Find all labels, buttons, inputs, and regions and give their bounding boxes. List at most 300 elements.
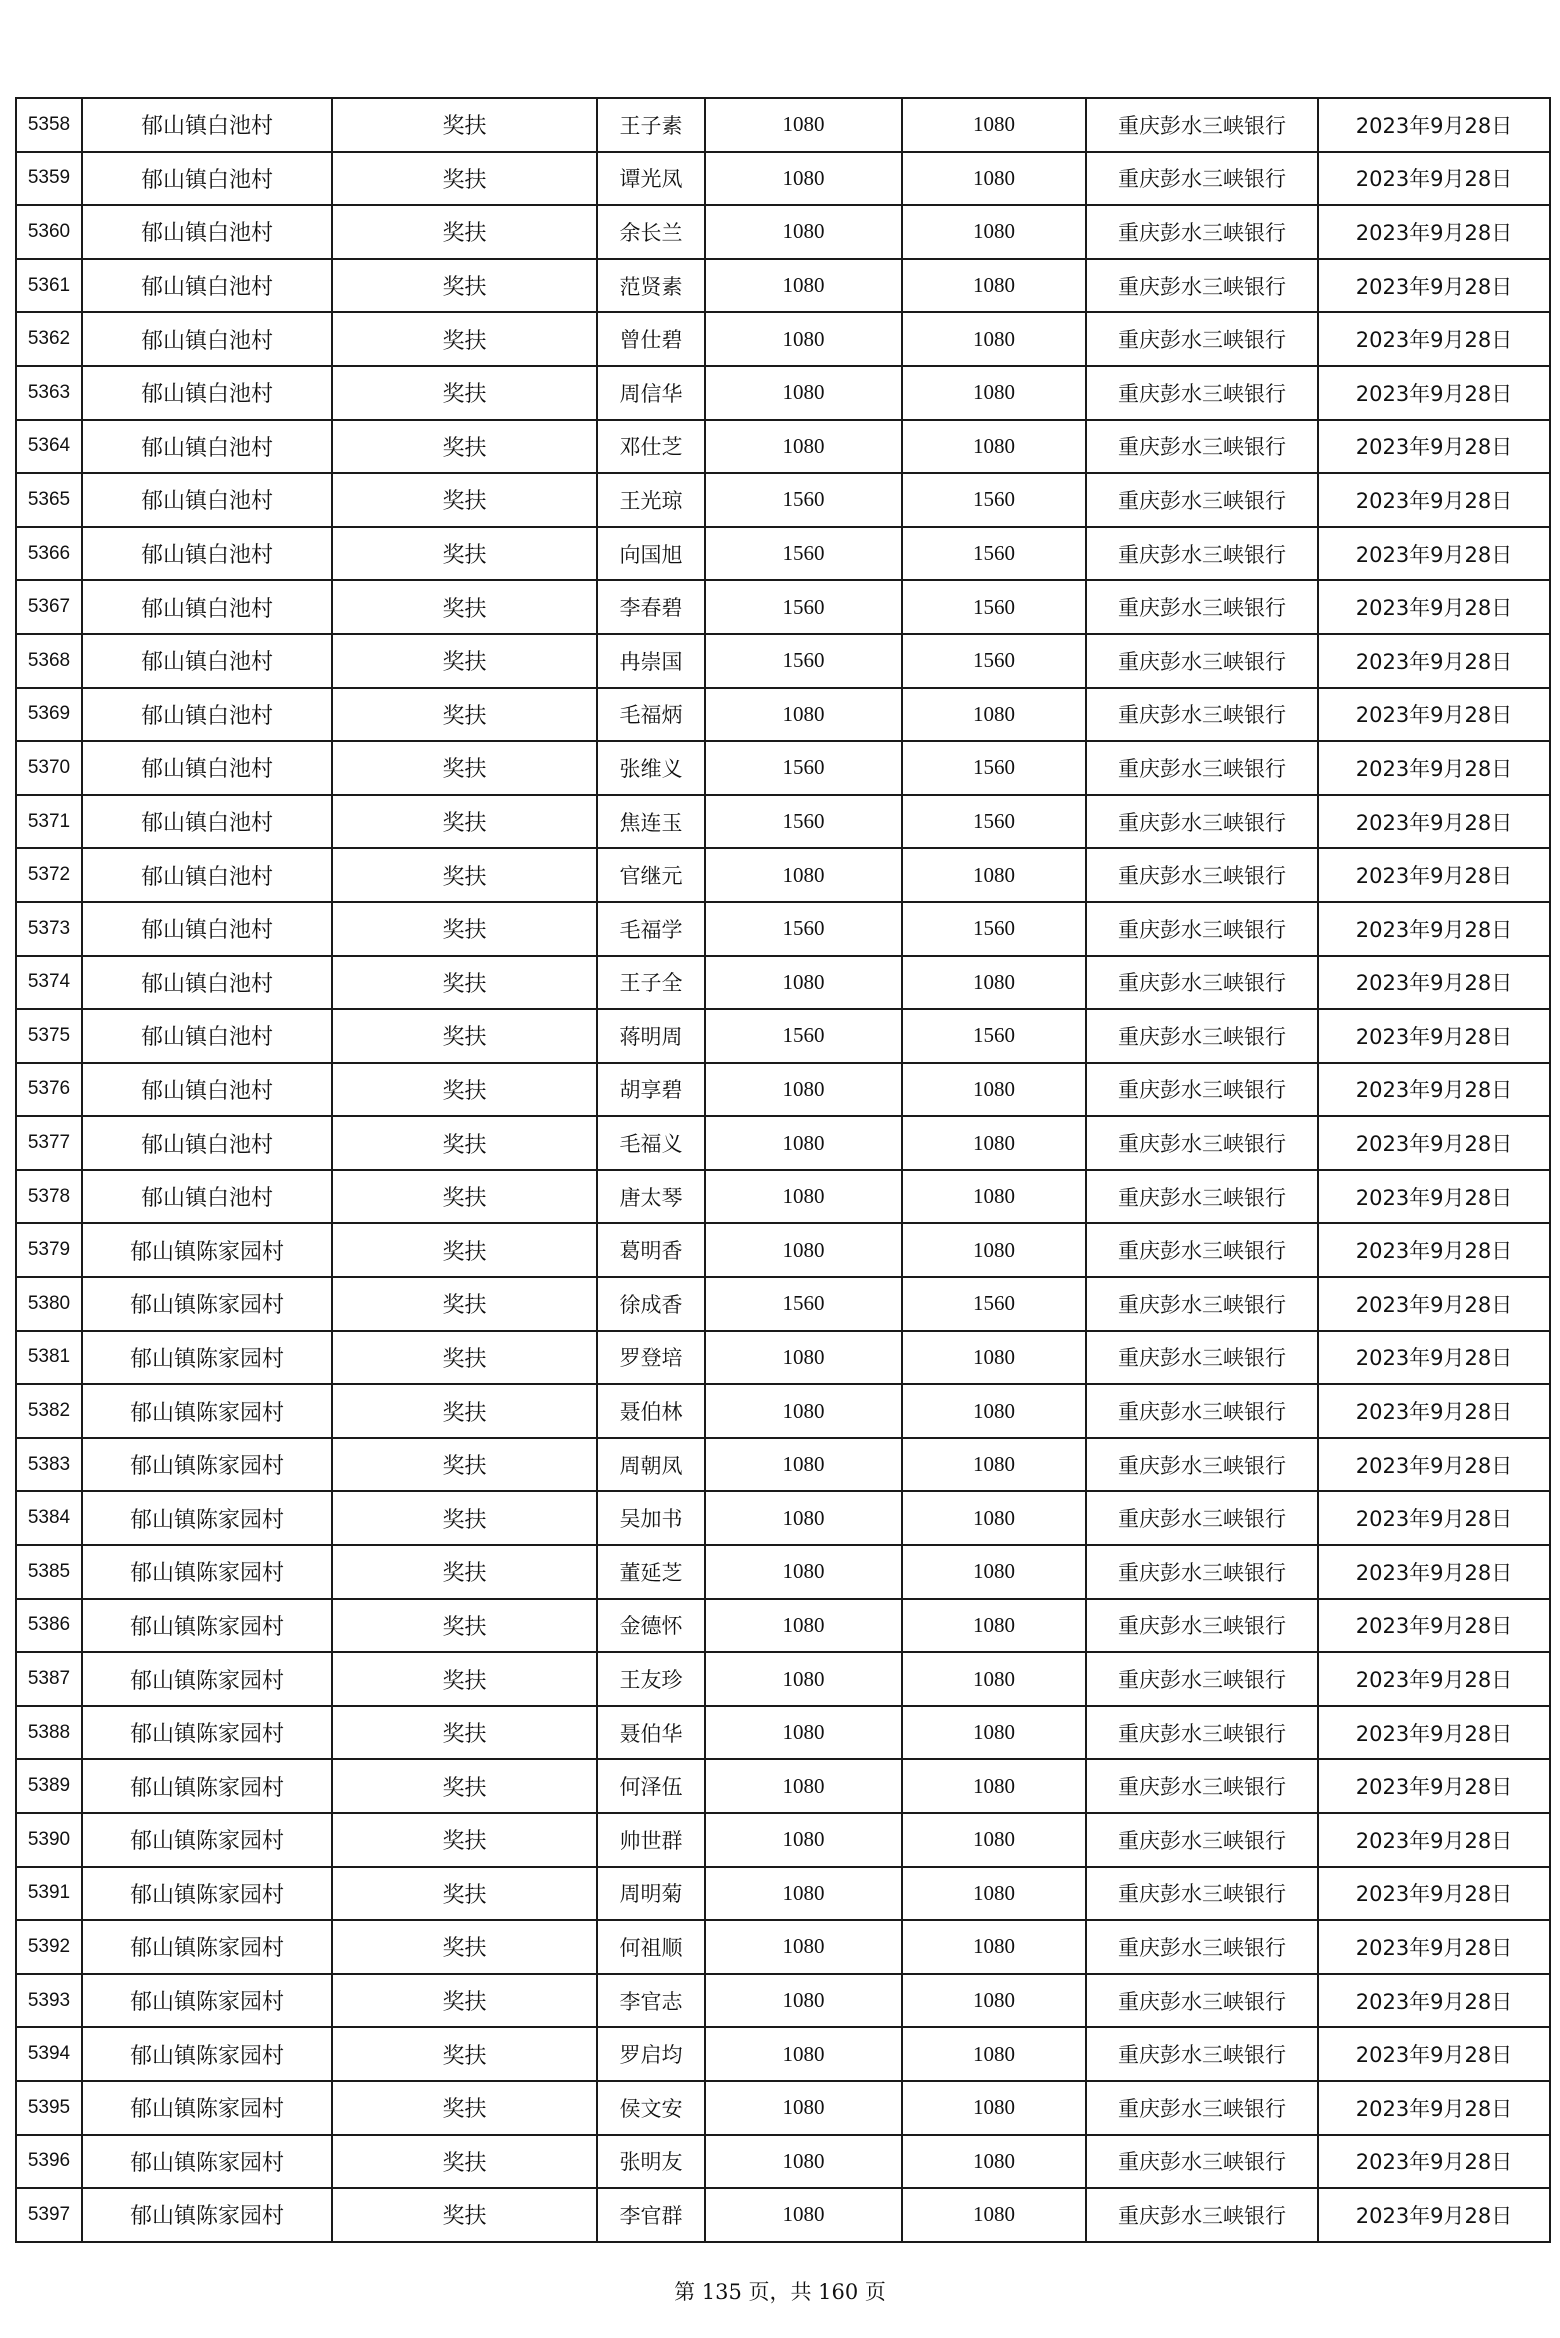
amount-cell: 1080 (705, 688, 902, 742)
bank-cell: 重庆彭水三峡银行 (1086, 2135, 1318, 2189)
subsidy-type-cell: 奖扶 (332, 1599, 597, 1653)
name-cell: 董延芝 (597, 1545, 705, 1599)
paid-amount-cell: 1080 (902, 1974, 1086, 2028)
village-cell: 郁山镇白池村 (82, 259, 332, 313)
paid-amount-cell: 1560 (902, 473, 1086, 527)
amount-cell: 1080 (705, 98, 902, 152)
date-cell: 2023年9月28日 (1318, 2135, 1550, 2189)
paid-amount-cell: 1080 (902, 1063, 1086, 1117)
date-cell: 2023年9月28日 (1318, 205, 1550, 259)
name-cell: 向国旭 (597, 527, 705, 581)
date-cell: 2023年9月28日 (1318, 902, 1550, 956)
row-number-cell: 5389 (16, 1759, 82, 1813)
name-cell: 帅世群 (597, 1813, 705, 1867)
bank-cell: 重庆彭水三峡银行 (1086, 956, 1318, 1010)
table-row (16, 1170, 1550, 1224)
paid-amount-cell: 1080 (902, 1759, 1086, 1813)
village-cell: 郁山镇白池村 (82, 1063, 332, 1117)
date-cell: 2023年9月28日 (1318, 1009, 1550, 1063)
village-cell: 郁山镇陈家园村 (82, 1384, 332, 1438)
row-number-cell: 5375 (16, 1009, 82, 1063)
row-number-cell: 5381 (16, 1331, 82, 1385)
village-cell: 郁山镇陈家园村 (82, 1331, 332, 1385)
name-cell: 张明友 (597, 2135, 705, 2189)
subsidy-type-cell: 奖扶 (332, 795, 597, 849)
subsidy-type-cell: 奖扶 (332, 848, 597, 902)
table-row (16, 1063, 1550, 1117)
date-cell: 2023年9月28日 (1318, 848, 1550, 902)
village-cell: 郁山镇陈家园村 (82, 1652, 332, 1706)
row-number-cell: 5388 (16, 1706, 82, 1760)
name-cell: 聂伯华 (597, 1706, 705, 1760)
paid-amount-cell: 1080 (902, 688, 1086, 742)
bank-cell: 重庆彭水三峡银行 (1086, 1652, 1318, 1706)
village-cell: 郁山镇白池村 (82, 956, 332, 1010)
subsidy-type-cell: 奖扶 (332, 1813, 597, 1867)
amount-cell: 1080 (705, 205, 902, 259)
date-cell: 2023年9月28日 (1318, 688, 1550, 742)
table-row (16, 527, 1550, 581)
row-number-cell: 5376 (16, 1063, 82, 1117)
paid-amount-cell: 1080 (902, 1438, 1086, 1492)
table-row (16, 1009, 1550, 1063)
subsidy-type-cell: 奖扶 (332, 1438, 597, 1492)
row-number-cell: 5360 (16, 205, 82, 259)
bank-cell: 重庆彭水三峡银行 (1086, 1063, 1318, 1117)
name-cell: 罗登培 (597, 1331, 705, 1385)
paid-amount-cell: 1560 (902, 795, 1086, 849)
name-cell: 金德怀 (597, 1599, 705, 1653)
table-row (16, 1652, 1550, 1706)
village-cell: 郁山镇陈家园村 (82, 1545, 332, 1599)
village-cell: 郁山镇陈家园村 (82, 1706, 332, 1760)
paid-amount-cell: 1080 (902, 1384, 1086, 1438)
paid-amount-cell: 1080 (902, 1491, 1086, 1545)
amount-cell: 1560 (705, 902, 902, 956)
amount-cell: 1560 (705, 1277, 902, 1331)
row-number-cell: 5365 (16, 473, 82, 527)
paid-amount-cell: 1080 (902, 1706, 1086, 1760)
row-number-cell: 5394 (16, 2027, 82, 2081)
village-cell: 郁山镇陈家园村 (82, 1759, 332, 1813)
row-number-cell: 5358 (16, 98, 82, 152)
subsidy-type-cell: 奖扶 (332, 1170, 597, 1224)
table-row (16, 2135, 1550, 2189)
bank-cell: 重庆彭水三峡银行 (1086, 366, 1318, 420)
table-row (16, 580, 1550, 634)
date-cell: 2023年9月28日 (1318, 527, 1550, 581)
name-cell: 周朝凤 (597, 1438, 705, 1492)
amount-cell: 1080 (705, 366, 902, 420)
name-cell: 徐成香 (597, 1277, 705, 1331)
paid-amount-cell: 1080 (902, 1867, 1086, 1921)
amount-cell: 1560 (705, 527, 902, 581)
row-number-cell: 5367 (16, 580, 82, 634)
table-row (16, 634, 1550, 688)
bank-cell: 重庆彭水三峡银行 (1086, 634, 1318, 688)
subsidy-type-cell: 奖扶 (332, 1384, 597, 1438)
row-number-cell: 5385 (16, 1545, 82, 1599)
table-row (16, 688, 1550, 742)
date-cell: 2023年9月28日 (1318, 1867, 1550, 1921)
subsidy-type-cell: 奖扶 (332, 1920, 597, 1974)
name-cell: 张维义 (597, 741, 705, 795)
table-row (16, 205, 1550, 259)
bank-cell: 重庆彭水三峡银行 (1086, 1813, 1318, 1867)
amount-cell: 1080 (705, 1063, 902, 1117)
date-cell: 2023年9月28日 (1318, 1920, 1550, 1974)
bank-cell: 重庆彭水三峡银行 (1086, 741, 1318, 795)
amount-cell: 1080 (705, 312, 902, 366)
name-cell: 毛福学 (597, 902, 705, 956)
date-cell: 2023年9月28日 (1318, 98, 1550, 152)
date-cell: 2023年9月28日 (1318, 1116, 1550, 1170)
bank-cell: 重庆彭水三峡银行 (1086, 2188, 1318, 2242)
paid-amount-cell: 1560 (902, 580, 1086, 634)
table-row (16, 741, 1550, 795)
date-cell: 2023年9月28日 (1318, 1223, 1550, 1277)
subsidy-type-cell: 奖扶 (332, 1116, 597, 1170)
name-cell: 王子全 (597, 956, 705, 1010)
row-number-cell: 5391 (16, 1867, 82, 1921)
date-cell: 2023年9月28日 (1318, 1491, 1550, 1545)
subsidy-type-cell: 奖扶 (332, 2081, 597, 2135)
name-cell: 毛福义 (597, 1116, 705, 1170)
table-body (16, 98, 1550, 2242)
paid-amount-cell: 1080 (902, 956, 1086, 1010)
name-cell: 罗启均 (597, 2027, 705, 2081)
bank-cell: 重庆彭水三峡银行 (1086, 1867, 1318, 1921)
row-number-cell: 5366 (16, 527, 82, 581)
village-cell: 郁山镇陈家园村 (82, 1438, 332, 1492)
table-row (16, 2081, 1550, 2135)
table-row (16, 1706, 1550, 1760)
bank-cell: 重庆彭水三峡银行 (1086, 1116, 1318, 1170)
subsidy-type-cell: 奖扶 (332, 312, 597, 366)
subsidy-type-cell: 奖扶 (332, 205, 597, 259)
date-cell: 2023年9月28日 (1318, 1063, 1550, 1117)
row-number-cell: 5363 (16, 366, 82, 420)
amount-cell: 1080 (705, 1867, 902, 1921)
date-cell: 2023年9月28日 (1318, 1170, 1550, 1224)
subsidy-type-cell: 奖扶 (332, 2188, 597, 2242)
table-row (16, 1545, 1550, 1599)
village-cell: 郁山镇白池村 (82, 580, 332, 634)
village-cell: 郁山镇白池村 (82, 688, 332, 742)
village-cell: 郁山镇陈家园村 (82, 2081, 332, 2135)
subsidy-type-cell: 奖扶 (332, 1277, 597, 1331)
village-cell: 郁山镇白池村 (82, 366, 332, 420)
bank-cell: 重庆彭水三峡银行 (1086, 1223, 1318, 1277)
subsidy-type-cell: 奖扶 (332, 1491, 597, 1545)
subsidy-type-cell: 奖扶 (332, 956, 597, 1010)
row-number-cell: 5361 (16, 259, 82, 313)
amount-cell: 1560 (705, 1009, 902, 1063)
village-cell: 郁山镇白池村 (82, 98, 332, 152)
paid-amount-cell: 1080 (902, 205, 1086, 259)
subsidy-type-cell: 奖扶 (332, 1223, 597, 1277)
date-cell: 2023年9月28日 (1318, 741, 1550, 795)
amount-cell: 1560 (705, 634, 902, 688)
amount-cell: 1080 (705, 1920, 902, 1974)
village-cell: 郁山镇陈家园村 (82, 1599, 332, 1653)
table-row (16, 420, 1550, 474)
village-cell: 郁山镇陈家园村 (82, 1920, 332, 1974)
amount-cell: 1080 (705, 956, 902, 1010)
row-number-cell: 5379 (16, 1223, 82, 1277)
row-number-cell: 5378 (16, 1170, 82, 1224)
paid-amount-cell: 1080 (902, 312, 1086, 366)
table-row (16, 902, 1550, 956)
paid-amount-cell: 1080 (902, 420, 1086, 474)
name-cell: 邓仕芝 (597, 420, 705, 474)
bank-cell: 重庆彭水三峡银行 (1086, 1491, 1318, 1545)
name-cell: 王光琼 (597, 473, 705, 527)
village-cell: 郁山镇陈家园村 (82, 1867, 332, 1921)
amount-cell: 1080 (705, 2188, 902, 2242)
subsidy-type-cell: 奖扶 (332, 259, 597, 313)
bank-cell: 重庆彭水三峡银行 (1086, 1599, 1318, 1653)
amount-cell: 1080 (705, 152, 902, 206)
table-row (16, 1223, 1550, 1277)
table-row (16, 2188, 1550, 2242)
village-cell: 郁山镇陈家园村 (82, 1223, 332, 1277)
paid-amount-cell: 1080 (902, 1170, 1086, 1224)
date-cell: 2023年9月28日 (1318, 956, 1550, 1010)
date-cell: 2023年9月28日 (1318, 634, 1550, 688)
paid-amount-cell: 1080 (902, 98, 1086, 152)
amount-cell: 1080 (705, 2027, 902, 2081)
subsidy-type-cell: 奖扶 (332, 1706, 597, 1760)
row-number-cell: 5370 (16, 741, 82, 795)
amount-cell: 1080 (705, 1706, 902, 1760)
bank-cell: 重庆彭水三峡银行 (1086, 2027, 1318, 2081)
paid-amount-cell: 1080 (902, 2081, 1086, 2135)
paid-amount-cell: 1080 (902, 2135, 1086, 2189)
bank-cell: 重庆彭水三峡银行 (1086, 1170, 1318, 1224)
paid-amount-cell: 1560 (902, 902, 1086, 956)
row-number-cell: 5393 (16, 1974, 82, 2028)
date-cell: 2023年9月28日 (1318, 152, 1550, 206)
village-cell: 郁山镇白池村 (82, 473, 332, 527)
table-row (16, 366, 1550, 420)
name-cell: 余长兰 (597, 205, 705, 259)
row-number-cell: 5390 (16, 1813, 82, 1867)
subsidy-type-cell: 奖扶 (332, 2027, 597, 2081)
bank-cell: 重庆彭水三峡银行 (1086, 795, 1318, 849)
table-row (16, 1491, 1550, 1545)
row-number-cell: 5364 (16, 420, 82, 474)
bank-cell: 重庆彭水三峡银行 (1086, 1706, 1318, 1760)
amount-cell: 1080 (705, 1599, 902, 1653)
date-cell: 2023年9月28日 (1318, 1331, 1550, 1385)
paid-amount-cell: 1560 (902, 1277, 1086, 1331)
row-number-cell: 5372 (16, 848, 82, 902)
amount-cell: 1080 (705, 1116, 902, 1170)
subsidy-type-cell: 奖扶 (332, 366, 597, 420)
date-cell: 2023年9月28日 (1318, 1813, 1550, 1867)
bank-cell: 重庆彭水三峡银行 (1086, 205, 1318, 259)
paid-amount-cell: 1080 (902, 1599, 1086, 1653)
name-cell: 李官群 (597, 2188, 705, 2242)
paid-amount-cell: 1080 (902, 1813, 1086, 1867)
name-cell: 曾仕碧 (597, 312, 705, 366)
subsidy-type-cell: 奖扶 (332, 1331, 597, 1385)
table-row (16, 2027, 1550, 2081)
paid-amount-cell: 1560 (902, 741, 1086, 795)
village-cell: 郁山镇陈家园村 (82, 2135, 332, 2189)
name-cell: 王友珍 (597, 1652, 705, 1706)
subsidy-type-cell: 奖扶 (332, 902, 597, 956)
subsidy-type-cell: 奖扶 (332, 1759, 597, 1813)
village-cell: 郁山镇白池村 (82, 1009, 332, 1063)
table-row (16, 1974, 1550, 2028)
bank-cell: 重庆彭水三峡银行 (1086, 527, 1318, 581)
paid-amount-cell: 1080 (902, 1331, 1086, 1385)
table-row (16, 795, 1550, 849)
table-row (16, 312, 1550, 366)
date-cell: 2023年9月28日 (1318, 366, 1550, 420)
subsidy-type-cell: 奖扶 (332, 1063, 597, 1117)
bank-cell: 重庆彭水三峡银行 (1086, 688, 1318, 742)
village-cell: 郁山镇白池村 (82, 902, 332, 956)
table-row (16, 1867, 1550, 1921)
paid-amount-cell: 1080 (902, 1545, 1086, 1599)
amount-cell: 1560 (705, 580, 902, 634)
subsidy-type-cell: 奖扶 (332, 1009, 597, 1063)
table-row (16, 1599, 1550, 1653)
row-number-cell: 5373 (16, 902, 82, 956)
amount-cell: 1560 (705, 795, 902, 849)
date-cell: 2023年9月28日 (1318, 1706, 1550, 1760)
table-row (16, 152, 1550, 206)
row-number-cell: 5386 (16, 1599, 82, 1653)
bank-cell: 重庆彭水三峡银行 (1086, 1920, 1318, 1974)
row-number-cell: 5384 (16, 1491, 82, 1545)
date-cell: 2023年9月28日 (1318, 580, 1550, 634)
bank-cell: 重庆彭水三峡银行 (1086, 1974, 1318, 2028)
bank-cell: 重庆彭水三峡银行 (1086, 1384, 1318, 1438)
date-cell: 2023年9月28日 (1318, 795, 1550, 849)
table-row (16, 956, 1550, 1010)
bank-cell: 重庆彭水三峡银行 (1086, 580, 1318, 634)
date-cell: 2023年9月28日 (1318, 2081, 1550, 2135)
name-cell: 侯文安 (597, 2081, 705, 2135)
village-cell: 郁山镇白池村 (82, 1170, 332, 1224)
date-cell: 2023年9月28日 (1318, 1545, 1550, 1599)
table-row (16, 1384, 1550, 1438)
row-number-cell: 5369 (16, 688, 82, 742)
amount-cell: 1080 (705, 1331, 902, 1385)
name-cell: 周信华 (597, 366, 705, 420)
name-cell: 焦连玉 (597, 795, 705, 849)
name-cell: 王子素 (597, 98, 705, 152)
table-row (16, 1813, 1550, 1867)
table-row (16, 1759, 1550, 1813)
name-cell: 冉崇国 (597, 634, 705, 688)
date-cell: 2023年9月28日 (1318, 1652, 1550, 1706)
bank-cell: 重庆彭水三峡银行 (1086, 1438, 1318, 1492)
date-cell: 2023年9月28日 (1318, 1438, 1550, 1492)
row-number-cell: 5383 (16, 1438, 82, 1492)
amount-cell: 1080 (705, 1974, 902, 2028)
amount-cell: 1080 (705, 259, 902, 313)
row-number-cell: 5362 (16, 312, 82, 366)
date-cell: 2023年9月28日 (1318, 2188, 1550, 2242)
amount-cell: 1080 (705, 420, 902, 474)
name-cell: 何祖顺 (597, 1920, 705, 1974)
village-cell: 郁山镇白池村 (82, 420, 332, 474)
table-row (16, 1277, 1550, 1331)
paid-amount-cell: 1080 (902, 1920, 1086, 1974)
subsidy-type-cell: 奖扶 (332, 1545, 597, 1599)
paid-amount-cell: 1560 (902, 1009, 1086, 1063)
row-number-cell: 5377 (16, 1116, 82, 1170)
name-cell: 蒋明周 (597, 1009, 705, 1063)
paid-amount-cell: 1080 (902, 259, 1086, 313)
bank-cell: 重庆彭水三峡银行 (1086, 1331, 1318, 1385)
amount-cell: 1080 (705, 1813, 902, 1867)
amount-cell: 1080 (705, 1652, 902, 1706)
paid-amount-cell: 1560 (902, 527, 1086, 581)
date-cell: 2023年9月28日 (1318, 312, 1550, 366)
bank-cell: 重庆彭水三峡银行 (1086, 902, 1318, 956)
amount-cell: 1080 (705, 2135, 902, 2189)
village-cell: 郁山镇陈家园村 (82, 2027, 332, 2081)
village-cell: 郁山镇白池村 (82, 848, 332, 902)
page-footer: 第 135 页，共 160 页 (674, 2280, 886, 2304)
paid-amount-cell: 1080 (902, 1116, 1086, 1170)
bank-cell: 重庆彭水三峡银行 (1086, 420, 1318, 474)
subsidy-type-cell: 奖扶 (332, 688, 597, 742)
row-number-cell: 5397 (16, 2188, 82, 2242)
amount-cell: 1080 (705, 2081, 902, 2135)
date-cell: 2023年9月28日 (1318, 420, 1550, 474)
name-cell: 胡享碧 (597, 1063, 705, 1117)
village-cell: 郁山镇白池村 (82, 1116, 332, 1170)
date-cell: 2023年9月28日 (1318, 259, 1550, 313)
village-cell: 郁山镇陈家园村 (82, 1277, 332, 1331)
subsidy-type-cell: 奖扶 (332, 1652, 597, 1706)
village-cell: 郁山镇白池村 (82, 152, 332, 206)
name-cell: 葛明香 (597, 1223, 705, 1277)
name-cell: 毛福炳 (597, 688, 705, 742)
paid-amount-cell: 1080 (902, 2027, 1086, 2081)
table-row (16, 1438, 1550, 1492)
table-row (16, 848, 1550, 902)
subsidy-type-cell: 奖扶 (332, 152, 597, 206)
bank-cell: 重庆彭水三峡银行 (1086, 1545, 1318, 1599)
table-row (16, 1116, 1550, 1170)
bank-cell: 重庆彭水三峡银行 (1086, 2081, 1318, 2135)
row-number-cell: 5380 (16, 1277, 82, 1331)
village-cell: 郁山镇白池村 (82, 527, 332, 581)
row-number-cell: 5392 (16, 1920, 82, 1974)
row-number-cell: 5382 (16, 1384, 82, 1438)
date-cell: 2023年9月28日 (1318, 1974, 1550, 2028)
subsidy-type-cell: 奖扶 (332, 473, 597, 527)
amount-cell: 1080 (705, 1223, 902, 1277)
row-number-cell: 5387 (16, 1652, 82, 1706)
paid-amount-cell: 1080 (902, 848, 1086, 902)
bank-cell: 重庆彭水三峡银行 (1086, 1277, 1318, 1331)
village-cell: 郁山镇白池村 (82, 741, 332, 795)
bank-cell: 重庆彭水三峡银行 (1086, 848, 1318, 902)
subsidy-type-cell: 奖扶 (332, 527, 597, 581)
amount-cell: 1080 (705, 1545, 902, 1599)
row-number-cell: 5368 (16, 634, 82, 688)
name-cell: 何泽伍 (597, 1759, 705, 1813)
